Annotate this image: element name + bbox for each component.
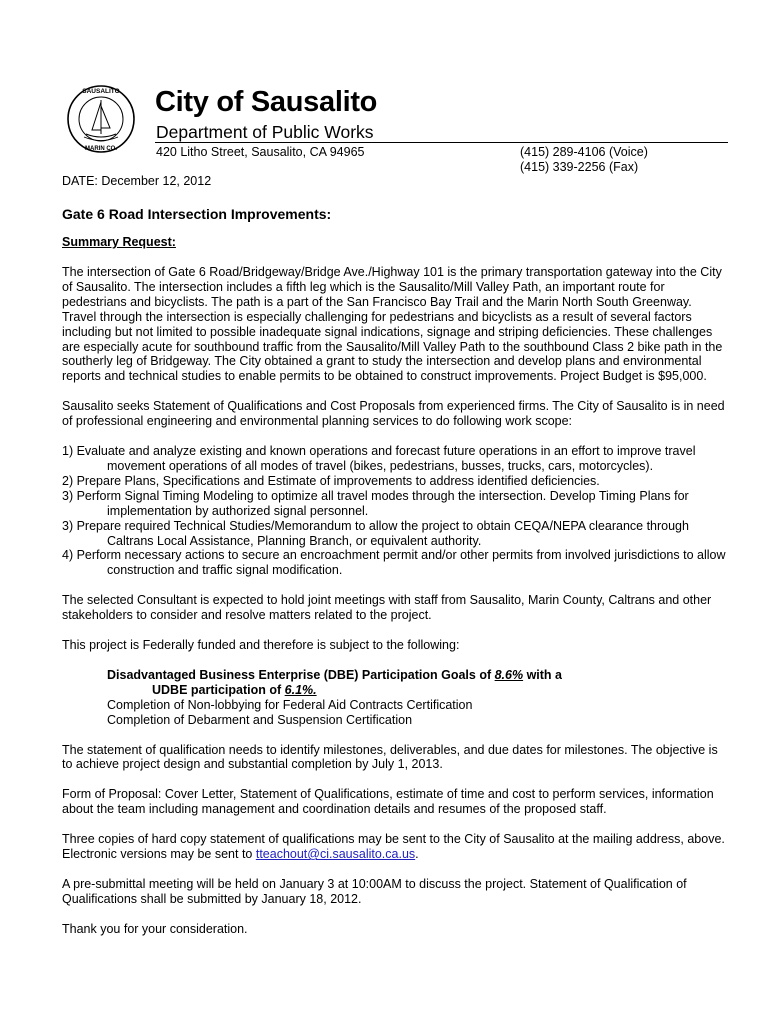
phone-fax: (415) 339-2256 (Fax) [520,160,639,174]
dbe-goal-line: Disadvantaged Business Enterprise (DBE) Participation Goals of 8.6% with a [107,667,562,682]
federal-requirements [107,668,728,728]
list-item: 2) Prepare Plans, Specifications and Estimate of improvements to address identified deficiencies. [62,473,600,488]
document-body [62,265,728,952]
list-item: 3) Prepare required Technical Studies/Memorandum to allow the project to obtain CEQA/NEPA clearance through Caltrans Local Assistance, Planning Branch, or equivalent authority. [62,518,689,548]
summary-label: Summary Request: [62,235,176,249]
phone-voice: (415) 289-4106 (Voice) [520,145,648,159]
paragraph-presubmittal: A pre-submittal meeting will be held on January 3 at 10:00AM to discuss the project. Statement of Qualification of Qualifications shall be submitted by January 18, 2012. [62,877,687,906]
work-scope-list [62,444,728,578]
list-item: 1) Evaluate and analyze existing and known operations and forecast future operations in an effort to improve travel movement operations of all modes of travel (bikes, pedestrians, busses, trucks, cars, motorcycles). [62,444,696,473]
list-item: 4) Perform necessary actions to secure an encroachment permit and/or other permits from involved jurisdictions to allow construction and traffic signal modification. [62,548,726,578]
svg-text:SAUSALITO: SAUSALITO [82,88,120,95]
paragraph-consultant: The selected Consultant is expected to hold joint meetings with staff from Sausalito, Marin County, Caltrans and other stakeholders to consider and resolve matters related to the project. [62,593,712,623]
udbe-goal-line: UDBE participation of 6.1%. [152,682,317,697]
certification-debarment: Completion of Debarment and Suspension Certification [107,712,413,727]
department-name: Department of Public Works [156,122,374,142]
udbe-goal-value: 6.1%. [284,682,317,697]
street-address: 420 Litho Street, Sausalito, CA 94965 [156,145,365,159]
paragraph-form-of-proposal: Form of Proposal: Cover Letter, Statement of Qualifications, estimate of time and cost to perform services, information about the team including management and coordination details and resumes of the proposed staff. [62,787,714,817]
paragraph-intro: The intersection of Gate 6 Road/Bridgeway/Bridge Ave./Highway 101 is the primary transportation gateway into the City of Sausalito. The intersection includes a fifth leg which is the Sausalito/Mill Valley Path, an important route for pedestrians and bicyclists. The path is a part of the San Francisco Bay Trail and the Marin North South Greenway. Travel through the intersection is especially challenging for pedestrians and bicyclists as a result of several factors including but not limited to possible inadequate signal indications, signage and striping deficiencies. These challenges are especially acute for southbound traffic from the Sausalito/Mill Valley Path to the southbound Class 2 bike path in the southerly leg of Bridgeway. The City obtained a grant to study the intersection and develop plans and environmental reports and technical studies to enable permits to be obtained to construct improvements. Project Budget is $95,000. [62,265,723,384]
paragraph-milestones: The statement of qualification needs to identify milestones, deliverables, and due dates for milestones. The objective is to achieve project design and substantial completion by July 1, 2013. [62,742,718,772]
email-link[interactable]: tteachout@ci.sausalito.ca.us [255,847,416,862]
city-seal-icon [66,84,136,154]
letterhead-divider [155,142,728,143]
document-date: DATE: December 12, 2012 [62,174,212,188]
certification-nonlobbying: Completion of Non-lobbying for Federal Aid Contracts Certification [107,697,473,712]
paragraph-thanks: Thank you for your consideration. [62,921,248,936]
list-item: 3) Perform Signal Timing Modeling to optimize all travel modes through the intersection. Develop Timing Plans for implementation by authorized signal personnel. [62,488,689,518]
svg-text:MARIN CO.: MARIN CO. [85,146,117,152]
paragraph-submission: Three copies of hard copy statement of qualifications may be sent to the City of Sausalito at the mailing address, above. Electronic versions may be sent to tteachout@ci.sausalito.ca.us. [62,832,725,862]
project-heading: Gate 6 Road Intersection Improvements: [62,206,332,222]
city-name: City of Sausalito [155,86,378,118]
paragraph-seeks: Sausalito seeks Statement of Qualifications and Cost Proposals from experienced firms. The City of Sausalito is in need of professional engineering and environmental planning services to do following work scope: [62,399,725,429]
paragraph-funding: This project is Federally funded and therefore is subject to the following: [62,638,460,653]
phone-block [520,145,648,175]
dbe-goal-value: 8.6% [494,667,524,682]
